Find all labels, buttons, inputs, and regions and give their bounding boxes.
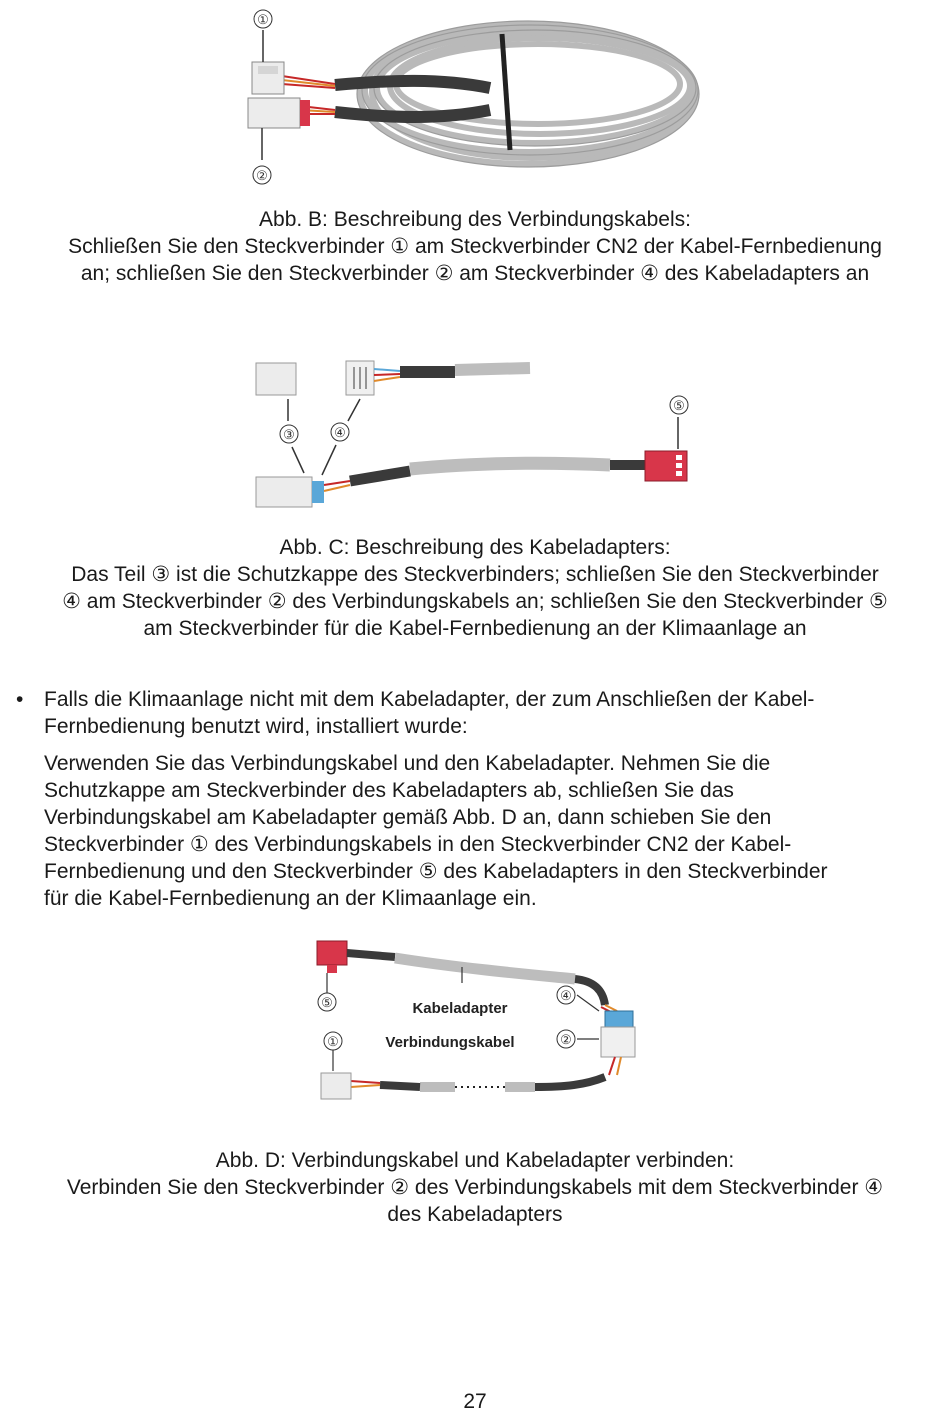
figure-b-caption-line2: an; schließen Sie den Steckverbinder ② am Steckverbinder ④ des Kabeladapters an: [80, 262, 870, 285]
figure-d-marker-1: ①: [327, 1035, 339, 1050]
figure-d-marker-4: ④: [560, 989, 572, 1004]
figure-b-caption-title: Abb. B: Beschreibung des Verbindungskabels:: [259, 208, 691, 231]
figure-b-caption: [0, 206, 950, 287]
bullet-paragraph: [16, 750, 931, 912]
figure-d-caption-line1: Verbinden Sie den Steckverbinder ② des Verbindungskabels mit dem Steckverbinder ④: [66, 1176, 884, 1199]
figure-c-caption: [0, 534, 950, 642]
page-number: 27: [463, 1390, 487, 1413]
figure-b-cable-photo: [240, 0, 710, 195]
figure-c-adapter-photo: [250, 355, 700, 515]
figure-c-caption-line1: Das Teil ③ ist die Schutzkappe des Steckverbinders; schließen Sie den Steckverbinder: [71, 563, 879, 586]
figure-c-caption-line3: am Steckverbinder für die Kabel-Fernbedienung an der Klimaanlage an: [143, 617, 807, 640]
figure-d-connection-photo: [305, 935, 645, 1110]
figure-d-label-cable: Verbindungskabel: [385, 1034, 515, 1051]
figure-b-caption-line1: Schließen Sie den Steckverbinder ① am Steckverbinder CN2 der Kabel-Fernbedienung: [68, 235, 882, 258]
paragraph-line1: Verwenden Sie das Verbindungskabel und den Kabeladapter. Nehmen Sie die: [44, 752, 771, 775]
bullet-line2: Fernbedienung benutzt wird, installiert wurde:: [44, 715, 468, 738]
figure-d-caption-line2: des Kabeladapters: [387, 1203, 563, 1226]
figure-c-marker-4: ④: [334, 426, 346, 441]
paragraph-line3: Verbindungskabel am Kabeladapter gemäß Abb. D an, dann schieben Sie den: [44, 806, 772, 829]
paragraph-line5: Fernbedienung und den Steckverbinder ⑤ des Kabeladapters in den Steckverbinder: [44, 860, 828, 883]
bullet-section: [16, 686, 931, 912]
bullet-line1: Falls die Klimaanlage nicht mit dem Kabeladapter, der zum Anschließen der Kabel-: [44, 688, 815, 711]
figure-d-marker-2: ②: [560, 1033, 572, 1048]
figure-c-caption-line2: ④ am Steckverbinder ② des Verbindungskabels an; schließen Sie den Steckverbinder ⑤: [62, 590, 888, 613]
figure-c-marker-3: ③: [283, 428, 295, 443]
figure-b-marker-2: ②: [256, 169, 268, 184]
paragraph-line6: für die Kabel-Fernbedienung an der Klimaanlage ein.: [44, 887, 537, 910]
figure-b-marker-1: ①: [257, 13, 269, 28]
figure-c-marker-5: ⑤: [673, 399, 685, 414]
figure-c-caption-title: Abb. C: Beschreibung des Kabeladapters:: [279, 536, 671, 559]
figure-d-caption: [0, 1147, 950, 1228]
paragraph-line2: Schutzkappe am Steckverbinder des Kabeladapters ab, schließen Sie das: [44, 779, 734, 802]
paragraph-line4: Steckverbinder ① des Verbindungskabels in den Steckverbinder CN2 der Kabel-: [44, 833, 792, 856]
figure-d-marker-5: ⑤: [321, 996, 333, 1011]
figure-d-caption-title: Abb. D: Verbindungskabel und Kabeladapter verbinden:: [215, 1149, 735, 1172]
bullet-dot: •: [16, 688, 24, 711]
bullet-item: [16, 686, 931, 740]
figure-d-label-adapter: Kabeladapter: [412, 1000, 508, 1017]
